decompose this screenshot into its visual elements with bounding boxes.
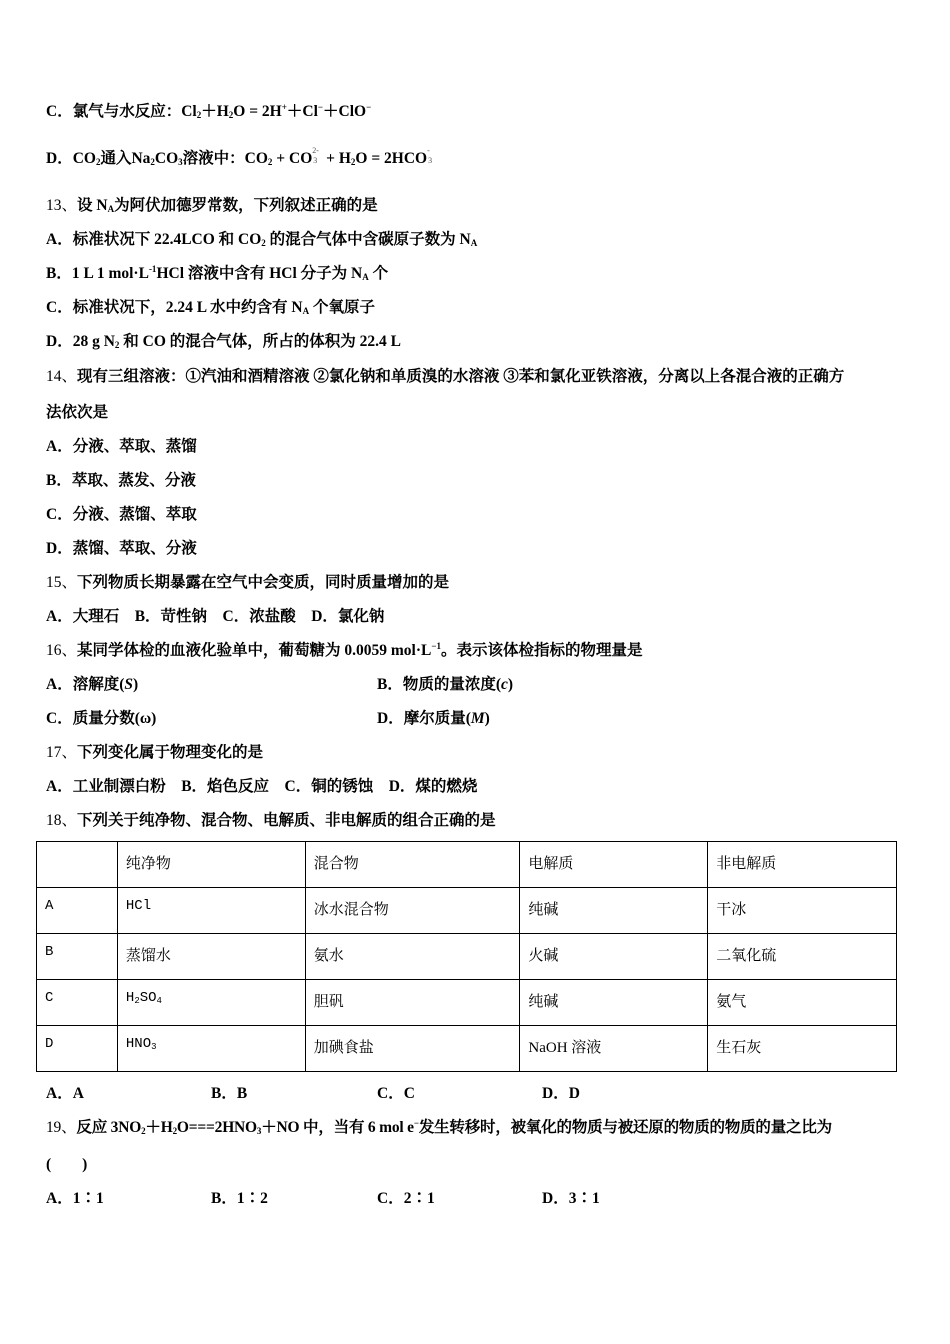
q16-option-c: C．质量分数(ω) [46,710,157,727]
q16-stem: 16、某同学体检的血液化验单中，葡萄糖为 0.0059 $mol\cdot L^{-1}$。表示该体检指标的物理量是 [46,641,643,659]
table-cell: 蒸馏水 [117,934,305,980]
q18-answer-d: D．D [542,1085,580,1102]
bicarbonate-ion-mark: - 3 [427,146,433,165]
q18-answer-a: A．A [46,1085,84,1102]
q13-option-a: A．标准状况下 22.4LCO 和 $CO_2$ 的混合气体中含碳原子数为 $N_A$ [46,231,478,248]
q19-stem: 19、反应 $3NO_2+H_2O===2HNO_3+NO$ 中，当有 6 mol e−发生转移时，被氧化的物质与被还原的物质的物质的量之比为 [46,1118,832,1136]
table-header-row [37,842,897,888]
q19-answer-b: B．1∶2 [211,1190,268,1207]
table-header-cell [37,842,118,888]
table-cell: 纯碱 [520,888,708,934]
table-cell: 生石灰 [708,1026,897,1072]
table-row [37,1026,897,1072]
q13-option-c: C．标准状况下，2.24 L 水中约含有 $N_A$ 个氧原子 [46,299,376,316]
carbonate-ion-mark: 2- 3 [312,146,319,165]
q19-answer-a: A．1∶1 [46,1190,104,1207]
q12-option-c: C．氯气与水反应：$Cl_2+H_2O = 2H^++Cl^-+ClO^-$ [46,102,372,120]
q18-answer-b: B．B [211,1085,248,1102]
q14-option-c: C．分液、蒸馏、萃取 [46,506,197,523]
q18-answer-c: C．C [377,1085,415,1102]
q14-option-a: A．分液、萃取、蒸馏 [46,438,197,455]
q19-answer-paren: ( ) [46,1156,88,1173]
q14-option-d: D．蒸馏、萃取、分液 [46,540,197,557]
table-cell: $HNO_3$ [117,1026,305,1072]
table-header-cell: 电解质 [520,842,708,888]
table-cell: 氨水 [305,934,520,980]
table-header-cell: 纯净物 [117,842,305,888]
q13-option-b: B．1 L 1 $mol\cdot L^{-1}HCl$ 溶液中含有 HCl 分子为 $N_A$ 个 [46,264,389,282]
q16-option-a: A．溶解度(S) [46,676,139,693]
table-header-cell: 混合物 [305,842,520,888]
q16-option-d: D．摩尔质量(M) [377,710,490,727]
table-cell: 火碱 [520,934,708,980]
q17-stem: 17、下列变化属于物理变化的是 [46,744,264,761]
table-cell: 加碘食盐 [305,1026,520,1072]
q18-stem: 18、下列关于纯净物、混合物、电解质、非电解质的组合正确的是 [46,812,496,829]
table-cell: HCl [117,888,305,934]
q15-stem: 15、下列物质长期暴露在空气中会变质，同时质量增加的是 [46,574,450,591]
table-cell: NaOH 溶液 [520,1026,708,1072]
q17-options: A．工业制漂白粉 B．焰色反应 C．铜的锈蚀 D．煤的燃烧 [46,778,478,795]
table-cell: 氨气 [708,980,897,1026]
table-cell: B [37,934,118,980]
q19-answer-c: C．2∶1 [377,1190,435,1207]
table-cell: A [37,888,118,934]
table-header-cell: 非电解质 [708,842,897,888]
q14-stem-cont: 法依次是 [46,404,109,421]
q14-stem: 14、现有三组溶液：①汽油和酒精溶液 ②氯化钠和单质溴的水溶液 ③苯和氯化亚铁溶液，分离以上各混合液的正确方 [46,368,845,385]
table-cell: 纯碱 [520,980,708,1026]
q15-options: A．大理石 B．苛性钠 C．浓盐酸 D．氯化钠 [46,608,385,625]
table-cell: 胆矾 [305,980,520,1026]
q14-option-b: B．萃取、蒸发、分液 [46,472,196,489]
q19-answer-d: D．3∶1 [542,1190,600,1207]
q12-option-d: D．$CO_2$通入$Na_2CO_3$溶液中：$CO_2$ + CO 2- 3 + $H_2O = 2HCO$ - 3 [46,149,910,169]
table-row [37,888,897,934]
table-cell: 干冰 [708,888,897,934]
table-cell: D [37,1026,118,1072]
q16-option-b: B．物质的量浓度(c) [377,676,514,693]
table-cell: 冰水混合物 [305,888,520,934]
table-row [37,980,897,1026]
table-cell: 二氧化硫 [708,934,897,980]
table-row [37,934,897,980]
q13-option-d: D．28 g $N_2$ 和 CO 的混合气体，所占的体积为 22.4 L [46,333,401,350]
q18-table [36,841,897,1072]
q13-stem: 13、设 $N_A$为阿伏加德罗常数，下列叙述正确的是 [46,197,378,214]
table-cell: $H_2SO_4$ [117,980,305,1026]
table-cell: C [37,980,118,1026]
